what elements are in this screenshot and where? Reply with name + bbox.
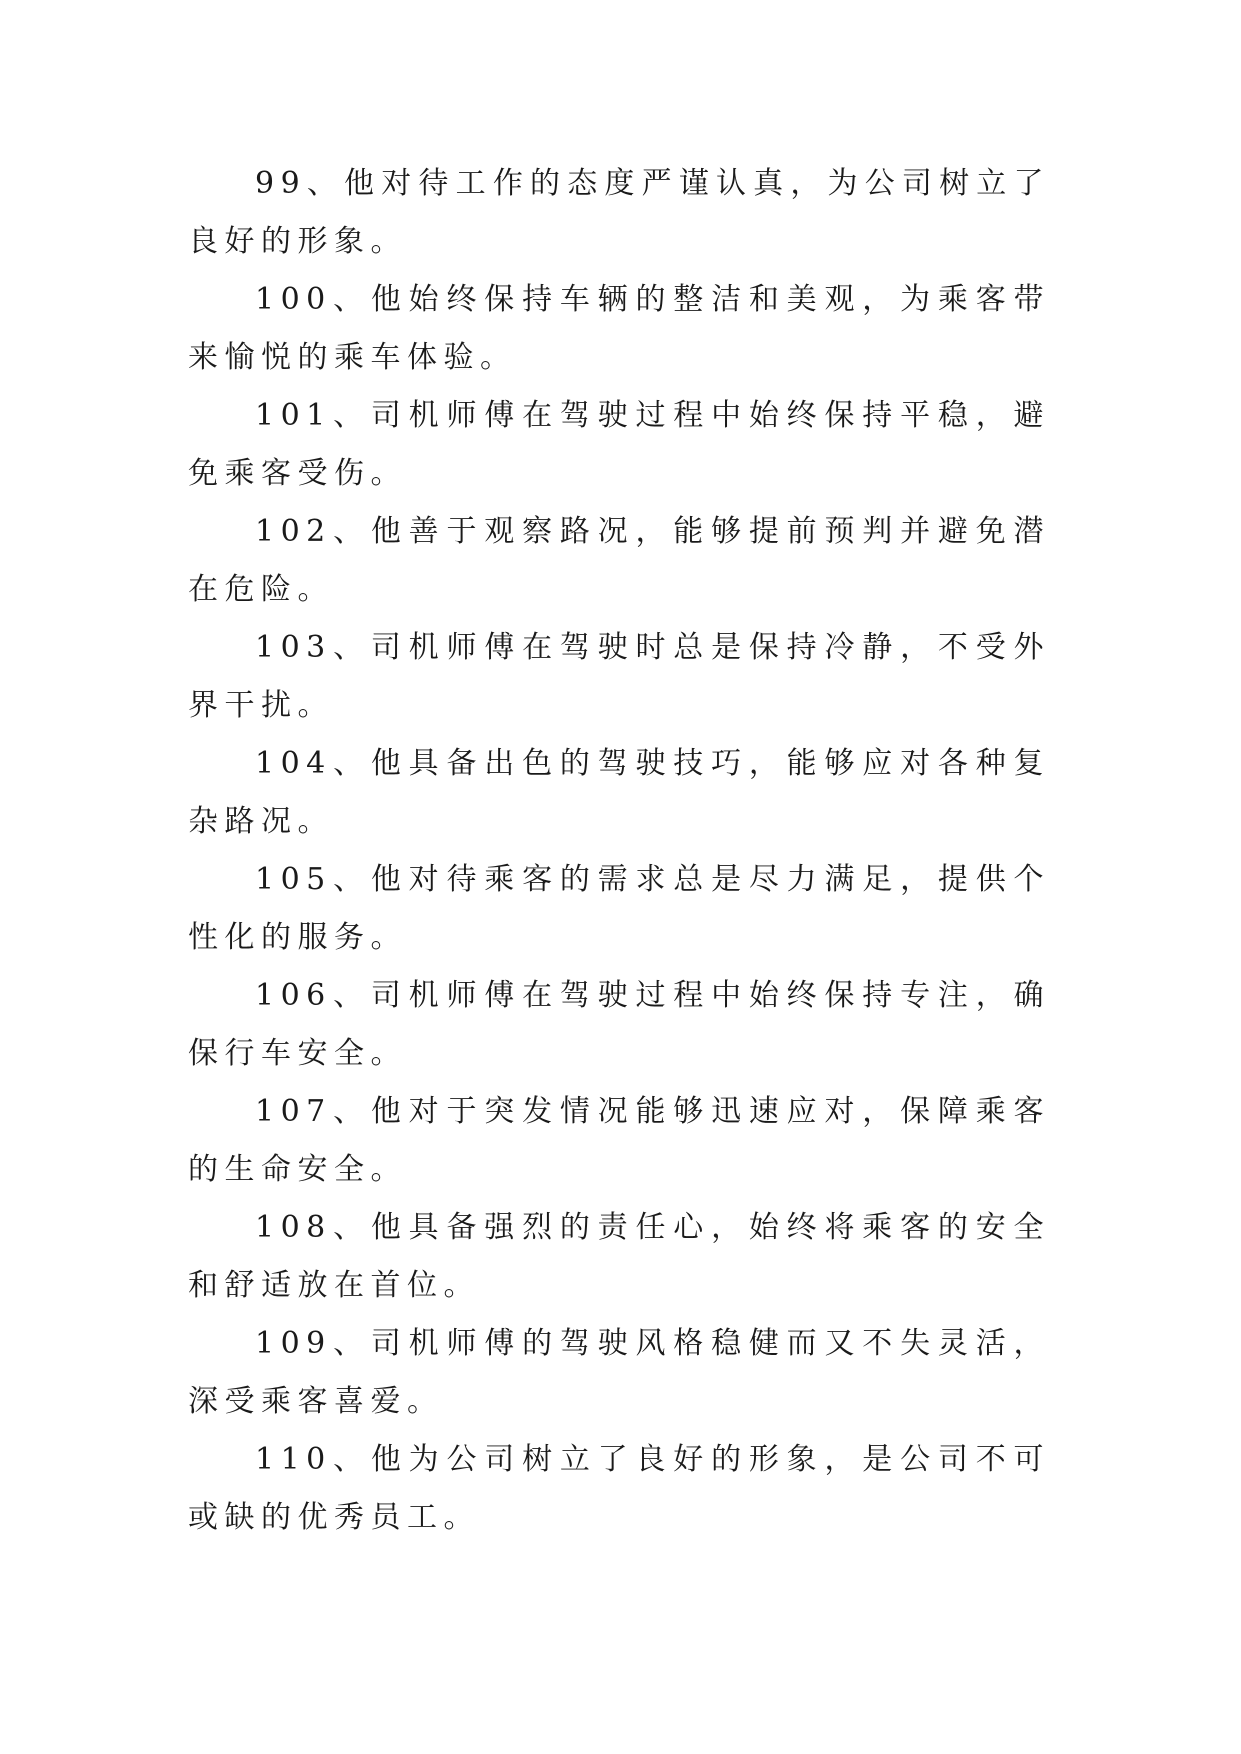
paragraph-100: 100、他始终保持车辆的整洁和美观，为乘客带来愉悦的乘车体验。 (188, 282, 1050, 375)
paragraph-101: 101、司机师傅在驾驶过程中始终保持平稳，避免乘客受伤。 (188, 398, 1050, 491)
paragraph-107: 107、他对于突发情况能够迅速应对，保障乘客的生命安全。 (188, 1094, 1050, 1187)
paragraph-108: 108、他具备强烈的责任心，始终将乘客的安全和舒适放在首位。 (188, 1210, 1050, 1303)
paragraph-102: 102、他善于观察路况，能够提前预判并避免潜在危险。 (188, 514, 1050, 607)
paragraph-103: 103、司机师傅在驾驶时总是保持冷静，不受外界干扰。 (188, 630, 1050, 723)
paragraph-105: 105、他对待乘客的需求总是尽力满足，提供个性化的服务。 (188, 862, 1050, 955)
paragraph-110: 110、他为公司树立了良好的形象，是公司不可或缺的优秀员工。 (188, 1442, 1050, 1535)
paragraph-99: 99、他对待工作的态度严谨认真，为公司树立了良好的形象。 (188, 166, 1050, 259)
paragraph-104: 104、他具备出色的驾驶技巧，能够应对各种复杂路况。 (188, 746, 1050, 839)
document-body (188, 155, 1050, 1547)
paragraph-106: 106、司机师傅在驾驶过程中始终保持专注，确保行车安全。 (188, 978, 1050, 1071)
paragraph-109: 109、司机师傅的驾驶风格稳健而又不失灵活，深受乘客喜爱。 (188, 1326, 1050, 1419)
